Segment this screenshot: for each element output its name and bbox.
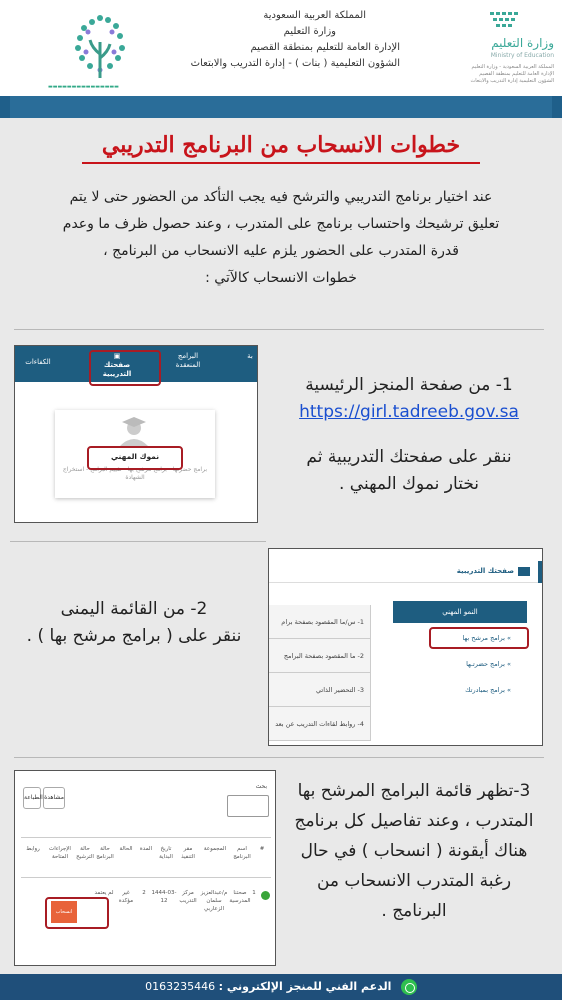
department-line: الشؤون التعليمية ( بنات ) - إدارة التدريب والابتعاث: [190, 58, 400, 69]
table-cell: غير مؤكدة: [118, 890, 134, 904]
table-cell: 1: [252, 890, 256, 896]
step3-line: رغبة المتدرب الانسحاب من: [316, 871, 512, 891]
table-cell: 2: [142, 890, 146, 896]
header-edge: [538, 561, 542, 583]
letterhead: [0, 0, 562, 96]
training-page-icon: ▣: [113, 352, 121, 360]
ministry-of-education-logo: [468, 8, 560, 92]
col-header: الإجراءات المتاحة: [49, 846, 71, 860]
col-header: المجموعة: [203, 846, 227, 852]
page-title: خطوات الانسحاب من البرنامج التدريبي: [101, 132, 461, 158]
qassim-education-emblem: [54, 8, 154, 94]
divider: [14, 757, 544, 758]
step3-line: 3-تظهر قائمة البرامج المرشح بها: [297, 781, 531, 801]
table-cell: مركز التدريب: [179, 890, 197, 904]
table-top-rule: [21, 837, 271, 838]
faq-item[interactable]: 4- روابط لقاءات التدريب عن بعد: [269, 707, 370, 741]
divider: [10, 541, 266, 542]
header-band: [0, 96, 562, 118]
ministry-line: وزارة التعليم: [283, 26, 336, 37]
table-cell: 1444-03-12: [151, 890, 177, 904]
step1-instruction: نختار نموك المهني .: [338, 474, 480, 494]
training-page-header: [269, 561, 542, 583]
ministry-small-text: [471, 64, 554, 85]
highlight-box: [89, 350, 161, 386]
support-label: الدعم الفني للمنجز الإلكتروني :: [218, 980, 392, 993]
training-page-icon: [518, 567, 530, 576]
step2-heading: 2- من القائمة اليمنى: [60, 599, 208, 619]
search-input[interactable]: [227, 795, 269, 817]
chevron-icon: »: [504, 660, 511, 668]
step1-instruction: ننقر على صفحتك التدريبية ثم: [306, 447, 512, 467]
table-cell: م/عبدالعزيز سلمان الزعاربي: [200, 890, 228, 912]
step1-heading: 1- من صفحة المنجز الرئيسية: [305, 375, 513, 395]
col-header: تاريخ البداية: [159, 846, 173, 860]
ministry-small-line: المملكة العربية السعودية - وزارة التعليم: [471, 64, 554, 70]
menu-item-attended[interactable]: [393, 655, 527, 673]
menu-item-label: برامج حضرتـها: [466, 660, 505, 668]
portal-link[interactable]: https://girl.tadreeb.gov.sa: [299, 402, 519, 422]
col-header: مقر التنفيذ: [181, 846, 195, 860]
screenshot-step3: [14, 770, 276, 966]
table-header-rule: [21, 877, 271, 878]
menu-item-label: برامج بمبادرتك: [465, 686, 505, 694]
menu-item-label: برامج مرشح بها: [462, 634, 505, 642]
intro-line: عند اختيار برنامج التدريبي والترشح فيه يجب التأكد من الحضور حتى لا يتم: [69, 189, 493, 205]
emblem-caption: ▬▬▬▬▬▬▬▬▬▬▬▬▬▬▬: [48, 84, 119, 90]
ministry-name-en: Ministry of Education: [490, 52, 554, 59]
intro-line: قدرة المتدرب على الحضور يلزم عليه الانسحاب من البرنامج ،: [103, 243, 459, 259]
card-title: نموك المهني: [110, 452, 160, 461]
table-cell: صحتنا المدرسية: [229, 890, 251, 904]
chevron-icon: »: [504, 686, 511, 694]
step3-line: المتدرب ، وعند تفاصيل كل برنامج: [294, 811, 534, 831]
withdraw-button[interactable]: انسحاب: [51, 901, 77, 923]
highlight-box: [429, 627, 529, 649]
tab-held-programs[interactable]: [165, 352, 211, 370]
step1-text: [274, 372, 544, 498]
support-footer: [0, 974, 562, 1000]
col-header: حالة الترشيح: [76, 846, 94, 860]
chevron-icon: »: [504, 634, 511, 642]
highlight-box: [87, 446, 183, 470]
card-subtitle: برامج حضرتها - برامج مرشح بها - تقييم البرامج - استخراج الشهادة: [62, 466, 208, 481]
col-header: روابط: [26, 846, 40, 852]
screenshot-step2: [268, 548, 543, 746]
header-label: صفحتك التدريبية: [456, 567, 514, 575]
title-underline: [82, 162, 480, 164]
step3-line: هناك أيقونة ( انسحاب ) في حال: [300, 841, 528, 861]
directorate-line: الإدارة العامة للتعليم بمنطقة القصيم: [250, 42, 400, 53]
ministry-name: وزارة التعليم: [491, 36, 554, 50]
country-line: المملكة العربية السعودية: [263, 10, 366, 21]
search-label: بحث: [255, 783, 267, 790]
graduate-icon: [117, 416, 151, 446]
col-header: #: [259, 846, 265, 852]
screenshot-step1: [14, 345, 258, 523]
divider: [14, 329, 544, 330]
ministry-small-line: الإدارة العامة للتعليم بمنطقة القصيم: [479, 71, 554, 77]
table-cell: لم يعتمد: [94, 890, 114, 896]
faq-item[interactable]: 1- س/ما المقصود بصفحة برام: [269, 605, 370, 639]
letterhead-text: [170, 8, 400, 72]
menu-title: النمو المهني: [393, 601, 527, 623]
col-header: اسم البرنامج: [233, 846, 251, 860]
step2-text: [14, 596, 254, 650]
menu-item-initiative[interactable]: [393, 681, 527, 699]
faq-item[interactable]: 3- التحضير الذاتي: [269, 673, 370, 707]
tab-label: البرامج المنعقدة: [175, 352, 201, 369]
tab-cut-off: بة: [247, 352, 253, 360]
print-button[interactable]: الطباعة: [23, 787, 41, 809]
faq-list: [269, 605, 371, 741]
highlight-box: [45, 897, 109, 929]
whatsapp-icon: [401, 979, 417, 995]
tab-competencies[interactable]: الكفاءات: [25, 358, 51, 366]
step3-line: البرنامج .: [381, 901, 447, 921]
view-button[interactable]: مشاهدة: [43, 787, 65, 809]
ministry-small-line: الشؤون التعليمية إدارة التدريب والابتعاث: [470, 78, 554, 84]
faq-item[interactable]: 2- ما المقصود بصفحة البرامج: [269, 639, 370, 673]
col-header: حالة البرنامج: [96, 846, 114, 860]
step3-text: [280, 776, 548, 926]
step2-instruction: ننقر على ( برامج مرشح بها ) .: [26, 626, 242, 646]
col-header: المدة: [139, 846, 153, 852]
intro-line: تعليق ترشيحك واحتساب برنامج على المتدرب ، وعند حصول ظرف ما وعدم: [62, 216, 500, 232]
intro-paragraph: [20, 184, 542, 292]
col-header: الحالة: [119, 846, 133, 852]
tab-label: صفحتك التدريبية: [102, 361, 132, 378]
row-status-icon: [261, 891, 270, 900]
intro-line: خطوات الانسحاب كالآتي :: [205, 270, 357, 286]
support-phone[interactable]: 0163235446: [145, 980, 216, 993]
